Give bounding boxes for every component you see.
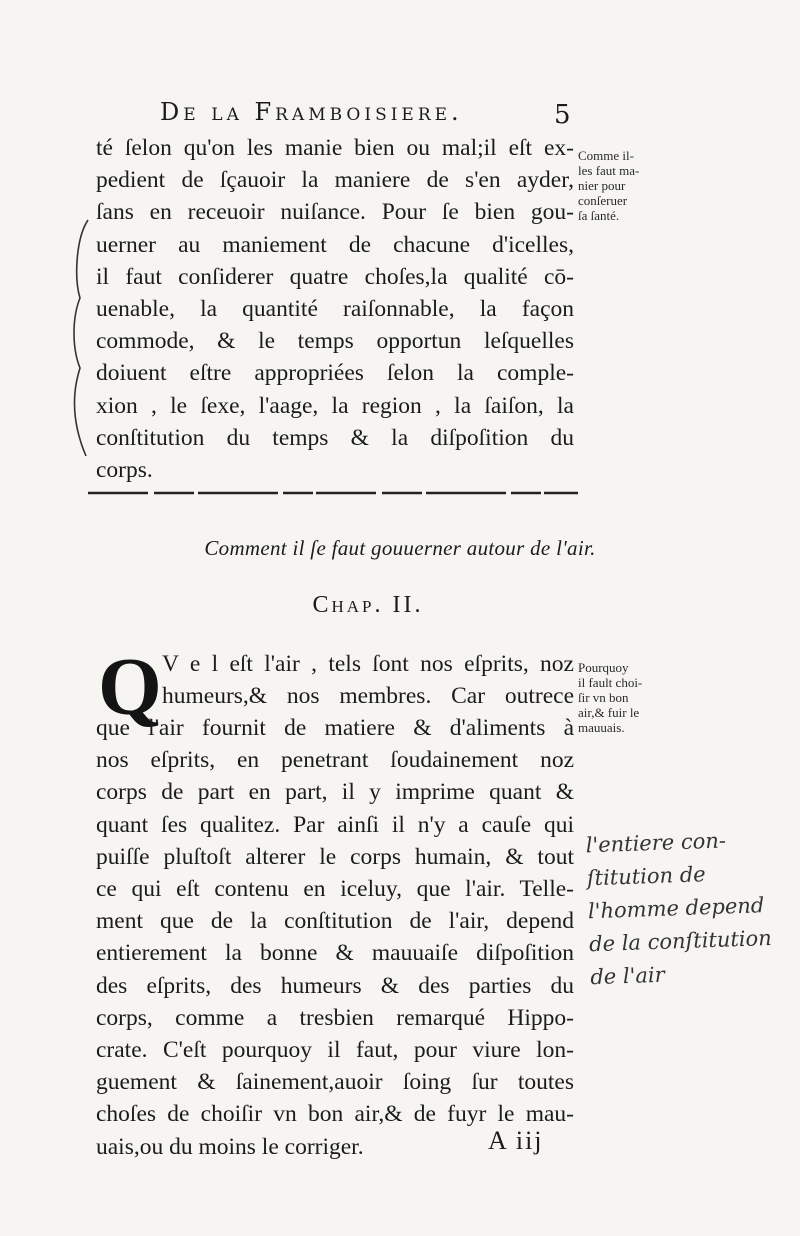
text-line: choſes de choiſir vn bon air,& de fuyr le mau- [96, 1101, 574, 1128]
running-title: De la Framboisiere. [160, 98, 463, 126]
text-line: corps, comme a tresbien remarqué Hippo- [96, 1004, 574, 1031]
text-line: puiſſe pluſtoſt alterer le corps humain, & tout [96, 843, 574, 870]
text-line: humeurs,& nos membres. Car outrece [162, 683, 574, 710]
margin-note-2 [578, 660, 688, 735]
margin-note-line: mauuais. [578, 720, 625, 735]
text-line: guement & ſainement,auoir ſoing ſur toutes [96, 1069, 574, 1096]
handwritten-line: de l'air [589, 962, 666, 990]
margin-note-line: air,& fuir le [578, 705, 640, 720]
text-line: doiuent eſtre appropriées ſelon la comple- [96, 360, 574, 387]
text-line: conſtitution du temps & la diſpoſition du [96, 424, 574, 451]
margin-note-line: Comme il- [578, 148, 634, 163]
handwritten-annotation [585, 823, 781, 995]
text-line: ce qui eſt contenu en iceluy, que l'air. Telle- [96, 876, 574, 903]
margin-note-line: nier pour [578, 178, 626, 193]
handwritten-bracket [70, 218, 92, 458]
text-line: des eſprits, des humeurs & des parties du [96, 972, 574, 999]
margin-note-line: Pourquoy [578, 660, 629, 675]
margin-note-line: il fault choi- [578, 675, 643, 690]
handwritten-line: l'homme depend [587, 893, 765, 924]
text-line: entierement la bonne & mauuaiſe diſpoſition [96, 940, 574, 967]
text-line: xion , le ſexe, l'aage, la region , la ſaiſon, la [96, 392, 574, 419]
text-line: uais,ou du moins le corriger. [96, 1133, 364, 1160]
handwritten-line: ſtitution de [586, 862, 707, 891]
text-line: V e l eſt l'air , tels ſont nos eſprits, noz [162, 651, 574, 677]
text-line: té ſelon qu'on les manie bien ou mal;il eſt ex- [96, 135, 574, 161]
margin-note-1 [578, 148, 688, 223]
text-line: uenable, la quantité raiſonnable, la façon [96, 296, 574, 323]
drop-cap: Q [98, 641, 162, 732]
margin-note-line: ſa ſanté. [578, 208, 620, 223]
text-line: ment que de la conſtitution de l'air, depend [96, 908, 574, 935]
text-line: corps de part en part, il y imprime quant & [96, 779, 574, 806]
text-line: quant ſes qualitez. Par ainſi il n'y a cauſe qui [96, 811, 574, 838]
section2-text [96, 712, 574, 1163]
text-line: ſans en receuoir nuiſance. Pour ſe bien gou- [96, 199, 574, 226]
page-number: 5 [554, 100, 571, 130]
handwritten-line: de la conſtitution [588, 925, 773, 957]
margin-note-line: conſeruer [578, 193, 628, 208]
text-line: corps. [96, 457, 153, 484]
chapter-number: Chap. II. [312, 592, 424, 618]
text-line: il faut conſiderer quatre choſes,la qualité cō- [96, 263, 574, 290]
text-line: que l'air fournit de matiere & d'aliments à [96, 715, 574, 741]
text-line: pedient de ſçauoir la maniere de s'en ayder, [96, 167, 574, 194]
text-line: commode, & le temps opportun leſquelles [96, 328, 574, 355]
margin-note-line: les faut ma- [578, 163, 640, 178]
chapter-title: Comment il ſe faut gouuerner autour de l'air. [204, 536, 596, 560]
handwritten-line: l'entiere con- [585, 828, 727, 858]
signature-mark: A iij [488, 1126, 544, 1155]
section1-text [96, 132, 574, 486]
text-line: crate. C'eſt pourquoy il faut, pour viure lon- [96, 1037, 574, 1064]
margin-note-line: ſir vn bon [578, 690, 629, 705]
section2-head-text [162, 648, 574, 712]
section-divider [88, 490, 578, 496]
text-line: uerner au maniement de chacune d'icelles, [96, 231, 574, 258]
text-line: nos eſprits, en penetrant ſoudainement noz [96, 747, 574, 774]
